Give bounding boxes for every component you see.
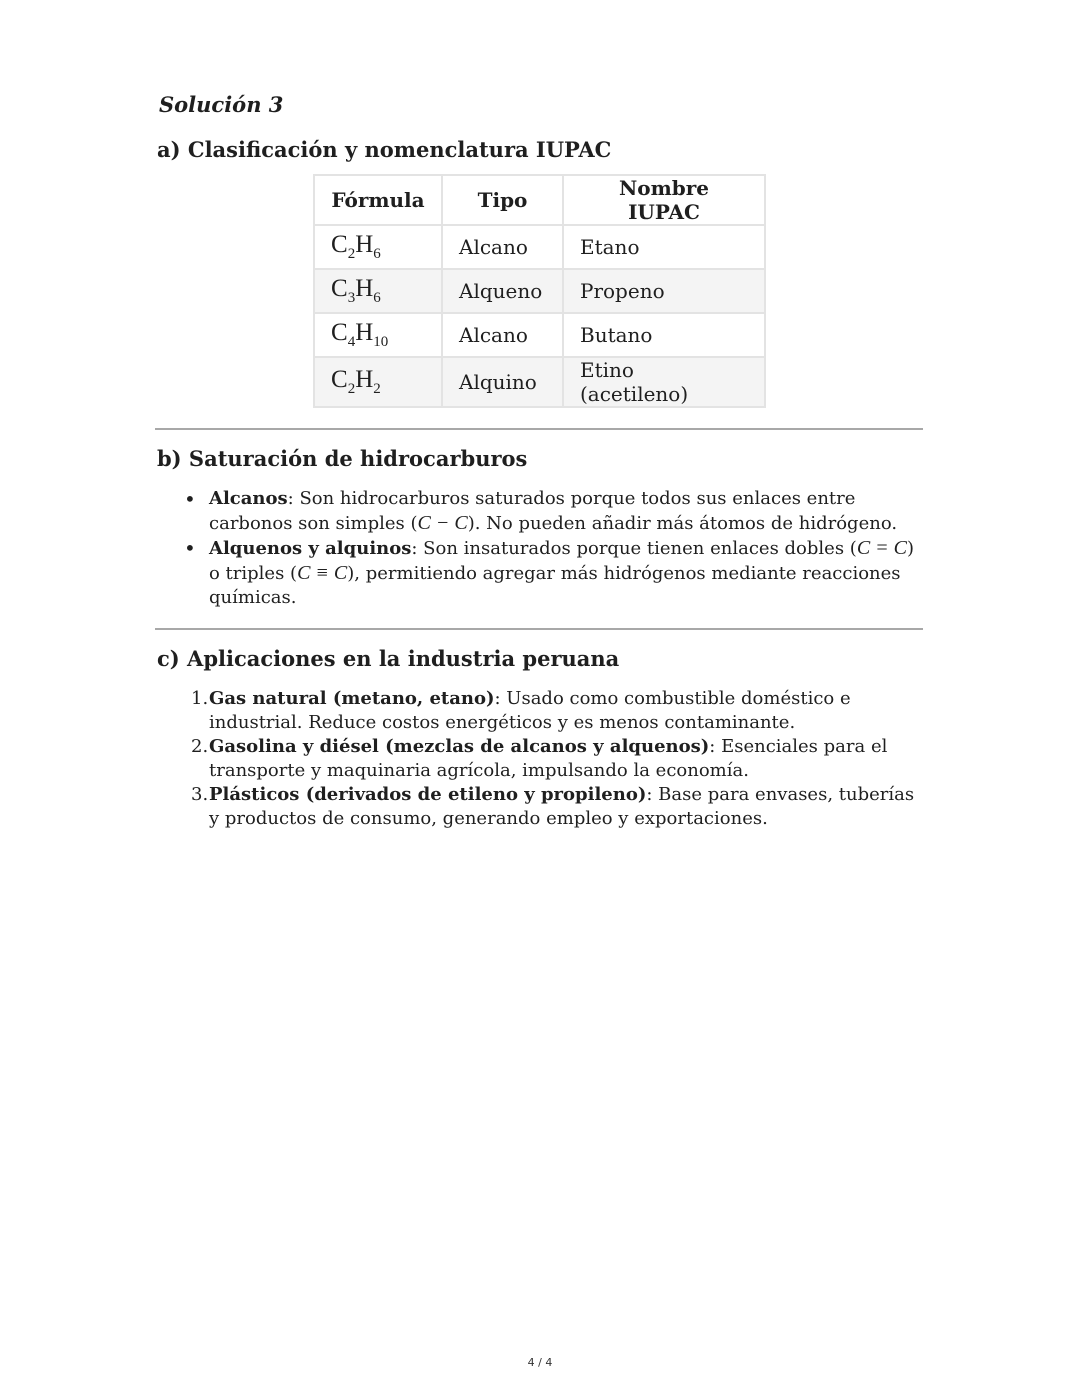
tipo-cell: Alqueno (442, 269, 563, 313)
list-item: 2. Gasolina y diésel (mezclas de alcanos y alquenos): Esenciales para el transporte y maquinaria agrícola, impulsando la economía. (191, 736, 888, 781)
tipo-cell: Alcano (442, 225, 563, 269)
tipo-cell: Alcano (442, 313, 563, 357)
applications-list (157, 687, 923, 831)
math-expr: C ≡ C (297, 562, 348, 584)
header-formula: Fórmula (314, 175, 442, 225)
page-number: 4 / 4 (527, 1356, 553, 1369)
table-row (314, 357, 765, 407)
table-header-row (314, 175, 765, 225)
table-row (314, 313, 765, 357)
table-row (314, 225, 765, 269)
formula-cell: $C_2H_2$ (314, 357, 442, 407)
hydrocarbon-table (313, 174, 766, 408)
math-expr: C − C (417, 512, 468, 534)
table-row (314, 269, 765, 313)
header-tipo: Tipo (442, 175, 563, 225)
formula-cell: $C_2H_6$ (314, 225, 442, 269)
nombre-cell: Butano (563, 313, 765, 357)
document-page (157, 92, 923, 831)
section-b-title: b) Saturación de hidrocarburos (157, 446, 528, 471)
solution-title: Solución 3 (159, 92, 284, 117)
list-item: • Alquenos y alquinos: Son insaturados porque tienen enlaces dobles (C = C) o triples (C ≡ C), permitiendo agregar más hidrógenos mediante reacciones químicas. (157, 536, 923, 610)
list-item: 1. Gas natural (metano, etano): Usado como combustible doméstico e industrial. Reduce costos energéticos y es menos contaminante. (191, 688, 851, 733)
math-expr: C = C (856, 537, 907, 559)
nombre-cell: Etino (acetileno) (563, 357, 765, 407)
formula-cell: $C_4H_{10}$ (314, 313, 442, 357)
nombre-cell: Etano (563, 225, 765, 269)
list-item: • Alcanos: Son hidrocarburos saturados porque todos sus enlaces entre carbonos son simples (C − C). No pueden añadir más átomos de hidrógeno. (157, 487, 923, 536)
tipo-cell: Alquino (442, 357, 563, 407)
section-a-title: a) Clasificación y nomenclatura IUPAC (157, 137, 612, 162)
divider (155, 428, 923, 430)
header-nombre: Nombre IUPAC (563, 175, 765, 225)
saturation-list (157, 487, 923, 610)
nombre-cell: Propeno (563, 269, 765, 313)
section-c-title: c) Aplicaciones en la industria peruana (157, 646, 620, 671)
formula-cell: $C_3H_6$ (314, 269, 442, 313)
divider (155, 628, 923, 630)
list-item: 3. Plásticos (derivados de etileno y propileno): Base para envases, tuberías y productos de consumo, generando empleo y exportaciones. (191, 784, 915, 829)
